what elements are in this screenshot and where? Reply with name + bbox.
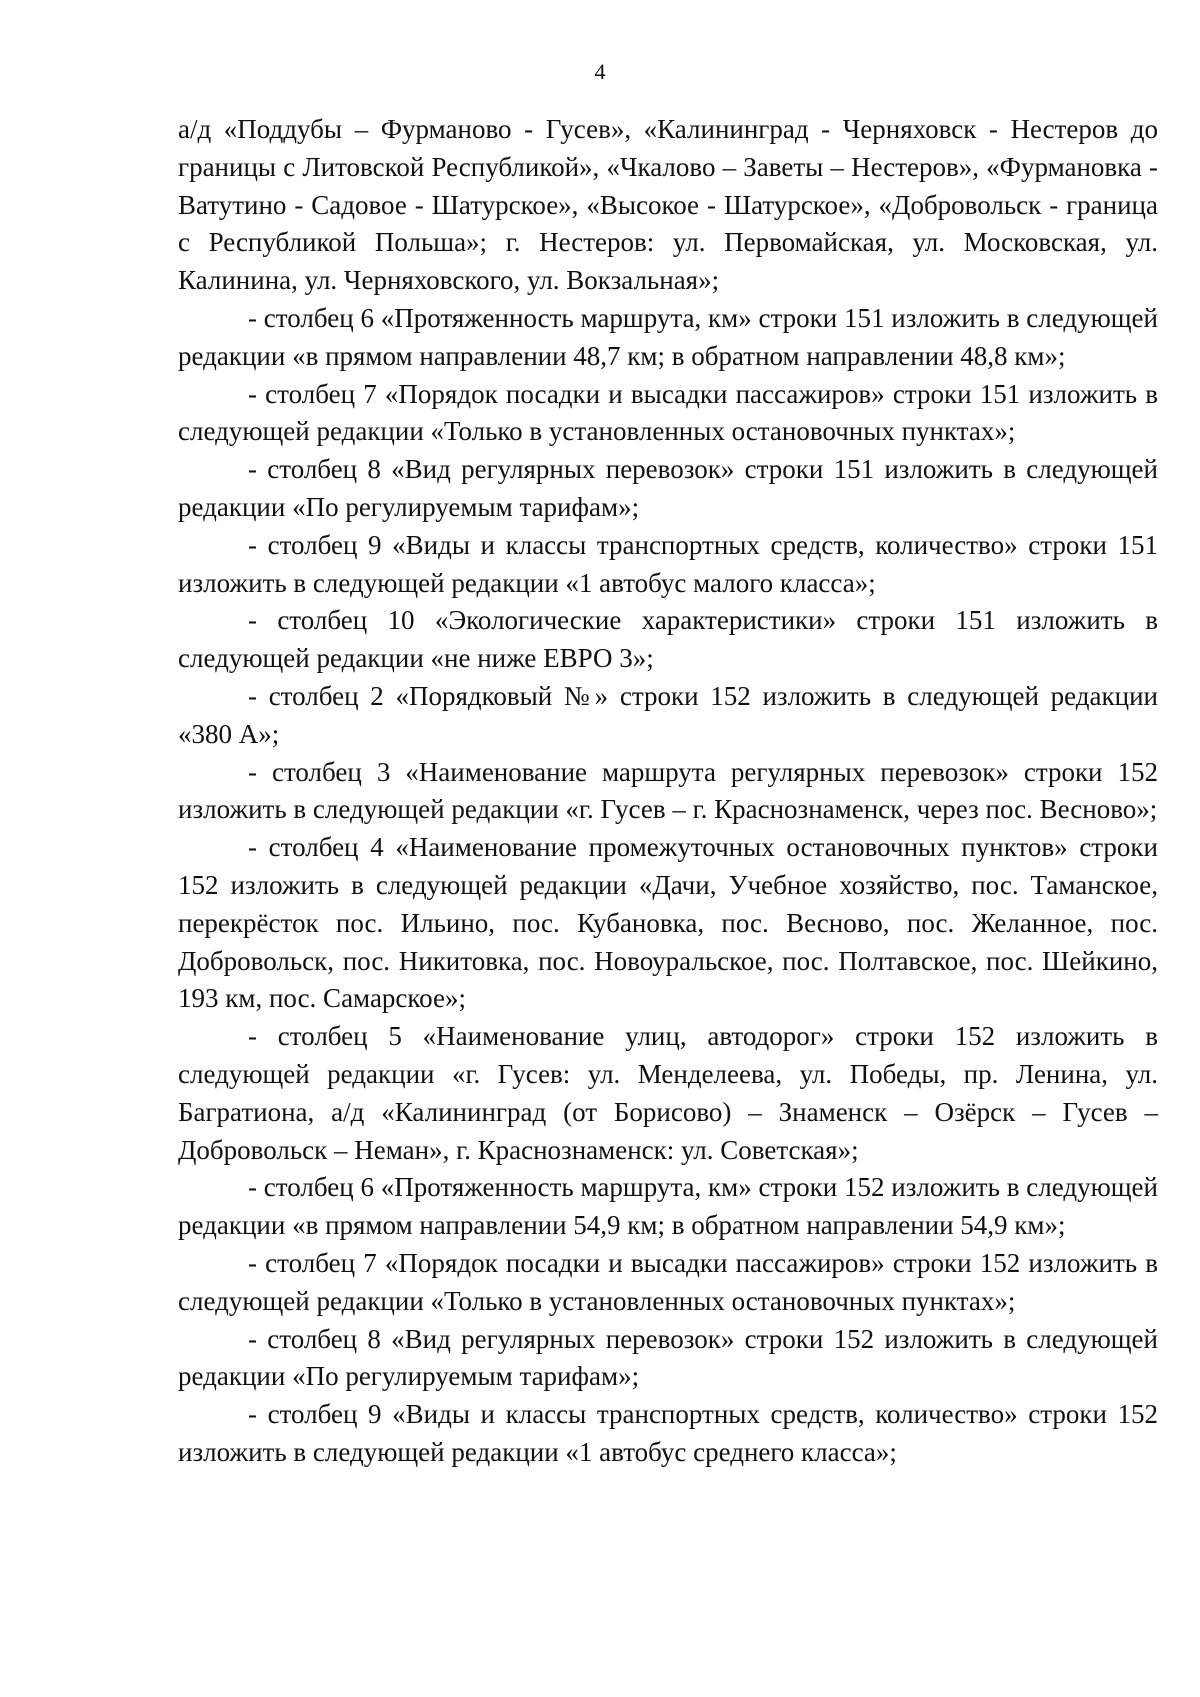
- paragraph: - столбец 8 «Вид регулярных перевозок» строки 152 изложить в следующей редакции «По регулируемым тарифам»;: [178, 1323, 1158, 1392]
- paragraph: - столбец 8 «Вид регулярных перевозок» строки 151 изложить в следующей редакции «По регулируемым тарифам»;: [178, 454, 1158, 522]
- paragraph: - столбец 2 «Порядковый №» строки 152 изложить в следующей редакции «380 А»;: [178, 680, 1158, 749]
- paragraph: - столбец 6 «Протяженность маршрута, км» строки 151 изложить в следующей редакции «в прямом направлении 48,7 км; в обратном направлении 48,8 км»;: [178, 302, 1158, 371]
- paragraph: - столбец 9 «Виды и классы транспортных средств, количество» строки 152 изложить в следующей редакции «1 автобус среднего класса»;: [178, 1399, 1158, 1467]
- page-number: 4: [594, 59, 606, 84]
- document-body: [178, 111, 1158, 1472]
- paragraph-continuation: а/д «Поддубы – Фурманово - Гусев», «Калининград - Черняховск - Нестеров до границы с Литовской Республикой», «Чкалово – Заветы – Нестеров», «Фурмановка - Ватутино - Садовое - Шатурское», «Высокое - Шатурское», «Добровольск - граница с Республикой Польша»; г. Нестеров: ул. Первомайская, ул. Московская, ул. Калинина, ул. Черняховского, ул. Вокзальная»;: [178, 114, 1158, 296]
- paragraph: - столбец 7 «Порядок посадки и высадки пассажиров» строки 151 изложить в следующей редакции «Только в установленных остановочных пунктах»;: [178, 378, 1158, 447]
- paragraph: - столбец 4 «Наименование промежуточных остановочных пунктов» строки 152 изложить в следующей редакции «Дачи, Учебное хозяйство, пос. Таманское, перекрёсток пос. Ильино, пос. Кубановка, пос. Весново, пос. Желанное, пос. Добровольск, пос. Никитовка, пос. Новоуральское, пос. Полтавское, пос. Шейкино, 193 км, пос. Самарское»;: [178, 832, 1158, 1014]
- paragraph: - столбец 9 «Виды и классы транспортных средств, количество» строки 151 изложить в следующей редакции «1 автобус малого класса»;: [178, 529, 1158, 598]
- paragraph: - столбец 3 «Наименование маршрута регулярных перевозок» строки 152 изложить в следующей редакции «г. Гусев – г. Краснознаменск, через пос. Весново»;: [178, 756, 1158, 825]
- paragraph: - столбец 5 «Наименование улиц, автодорог» строки 152 изложить в следующей редакции «г. Гусев: ул. Менделеева, ул. Победы, пр. Ленина, ул. Багратиона, а/д «Калининград (от Борисово) – Знаменск – Озёрск – Гусев – Добровольск – Неман», г. Краснознаменск: ул. Советская»;: [178, 1021, 1158, 1165]
- paragraph: - столбец 6 «Протяженность маршрута, км» строки 152 изложить в следующей редакции «в прямом направлении 54,9 км; в обратном направлении 54,9 км»;: [178, 1172, 1158, 1241]
- paragraph: - столбец 10 «Экологические характеристики» строки 151 изложить в следующей редакции «не ниже ЕВРО 3»;: [178, 605, 1158, 674]
- paragraph: - столбец 7 «Порядок посадки и высадки пассажиров» строки 152 изложить в следующей редакции «Только в установленных остановочных пунктах»;: [178, 1247, 1158, 1316]
